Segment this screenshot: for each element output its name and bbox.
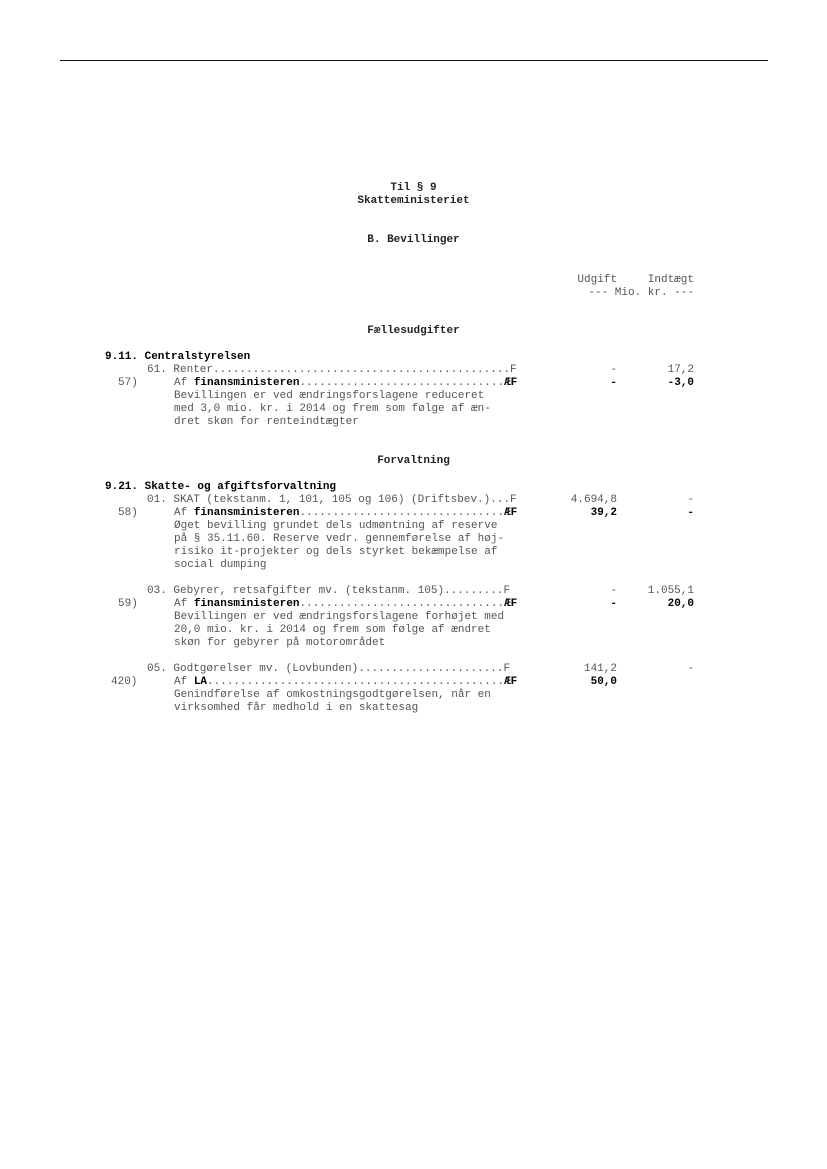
group-heading-forvaltning: Forvaltning xyxy=(377,455,450,467)
group-heading-faellesudgifter: Fællesudgifter xyxy=(367,325,460,337)
change-58-desc-4: social dumping xyxy=(174,559,267,571)
line-01-udgift: 4.694,8 xyxy=(570,494,617,506)
title-line1: Til § 9 xyxy=(390,182,437,194)
title-line2: Skatteministeriet xyxy=(357,195,470,207)
line-03-indtaegt: 1.055,1 xyxy=(647,585,694,597)
change-420-udgift: 50,0 xyxy=(590,676,617,688)
section-title: B. Bevillinger xyxy=(367,234,460,246)
change-59-line xyxy=(174,598,517,611)
change-57-desc-3: dret skøn for renteindtægter xyxy=(174,416,359,428)
change-59-udgift: - xyxy=(610,598,617,610)
change-58-af: Af xyxy=(174,507,194,519)
change-58-indtaegt: - xyxy=(687,507,694,519)
change-57-udgift: - xyxy=(610,377,617,389)
column-unit: --- Mio. kr. --- xyxy=(588,287,694,299)
change-number-420: 420) xyxy=(111,676,138,688)
account-9-21: 9.21. Skatte- og afgiftsforvaltning xyxy=(105,481,337,493)
change-59-indtaegt: 20,0 xyxy=(667,598,694,610)
change-59-dots: ............................... xyxy=(299,598,505,610)
change-58-desc-2: på § 35.11.60. Reserve vedr. gennemførelse af høj- xyxy=(174,533,505,545)
change-58-source: finansministeren xyxy=(193,507,300,519)
column-indtaegt: Indtægt xyxy=(647,274,694,286)
line-05-indtaegt: - xyxy=(687,663,694,675)
change-number-57: 57) xyxy=(118,377,138,389)
change-58-dots: ............................... xyxy=(299,507,505,519)
change-57-dots: ............................... xyxy=(299,377,505,389)
header-rule xyxy=(60,60,768,61)
column-udgift: Udgift xyxy=(577,274,617,286)
change-59-source: finansministeren xyxy=(193,598,300,610)
change-number-58: 58) xyxy=(118,507,138,519)
change-57-desc-2: med 3,0 mio. kr. i 2014 og frem som følge af æn- xyxy=(174,403,491,415)
line-61-renter: 61. Renter.............................................F xyxy=(147,364,517,376)
line-01-indtaegt: - xyxy=(687,494,694,506)
change-57-desc-1: Bevillingen er ved ændringsforslagene reduceret xyxy=(174,390,485,402)
change-57-line xyxy=(174,377,517,390)
change-59-af: Af xyxy=(174,598,194,610)
change-420-desc-1: Genindførelse af omkostningsgodtgørelsen, når en xyxy=(174,689,491,701)
change-420-line xyxy=(174,676,517,689)
line-61-indtaegt: 17,2 xyxy=(667,364,694,376)
change-59-code: ÆF xyxy=(504,598,518,610)
change-59-desc-1: Bevillingen er ved ændringsforslagene forhøjet med xyxy=(174,611,505,623)
change-420-code: ÆF xyxy=(504,676,518,688)
change-59-desc-3: skøn for gebyrer på motorområdet xyxy=(174,637,386,649)
change-420-source: LA xyxy=(193,676,208,688)
change-58-line xyxy=(174,507,517,520)
line-03-udgift: - xyxy=(610,585,617,597)
change-58-udgift: 39,2 xyxy=(590,507,617,519)
line-01-skat: 01. SKAT (tekstanm. 1, 101, 105 og 106) (Driftsbev.)...F xyxy=(147,494,517,506)
change-420-af: Af xyxy=(174,676,194,688)
change-59-desc-2: 20,0 mio. kr. i 2014 og frem som følge af ændret xyxy=(174,624,491,636)
change-57-af: Af xyxy=(174,377,194,389)
change-58-code: ÆF xyxy=(504,507,518,519)
change-57-source: finansministeren xyxy=(193,377,300,389)
account-9-11: 9.11. Centralstyrelsen xyxy=(105,351,251,363)
change-number-59: 59) xyxy=(118,598,138,610)
line-05-udgift: 141,2 xyxy=(583,663,617,675)
change-57-code: ÆF xyxy=(504,377,518,389)
line-61-udgift: - xyxy=(610,364,617,376)
change-57-indtaegt: -3,0 xyxy=(667,377,694,389)
line-03-gebyrer: 03. Gebyrer, retsafgifter mv. (tekstanm. 105).........F xyxy=(147,585,511,597)
line-05-godtgoerelser: 05. Godtgørelser mv. (Lovbunden)......................F xyxy=(147,663,511,675)
change-420-dots: ............................................. xyxy=(207,676,505,688)
change-58-desc-3: risiko it-projekter og dels styrket bekæmpelse af xyxy=(174,546,498,558)
change-58-desc-1: Øget bevilling grundet dels udmøntning af reserve xyxy=(174,520,498,532)
change-420-desc-2: virksomhed får medhold i en skattesag xyxy=(174,702,419,714)
